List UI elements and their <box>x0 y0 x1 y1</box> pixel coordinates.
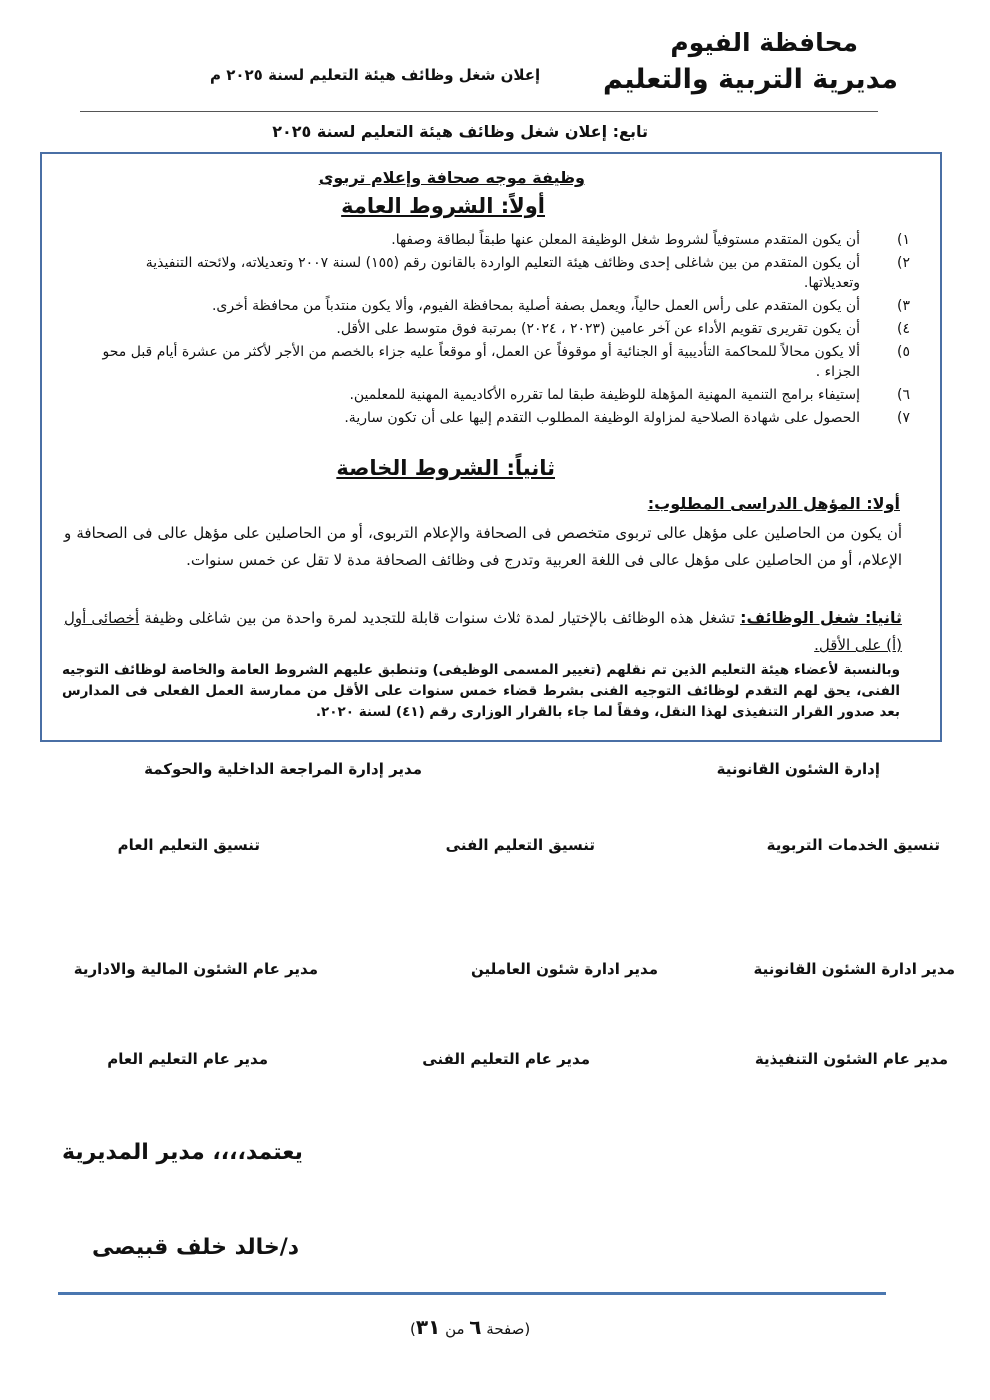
signature-technical-education: تنسيق التعليم الفنى <box>445 836 595 854</box>
qualification-text: أن يكون من الحاصلين على مؤهل عالى تربوى متخصص فى الصحافة والإعلام التربوى، أو من الحاصلين على مؤهل عالى فى الصحافة و الإعلام، أو من الحاصلين على مؤهل عالى فى اللغة العربية وتدرج فى وظائف الصحافة مدة لا تقل عن خمس سنوات. <box>64 524 902 569</box>
signature-internal-audit: مدير إدارة المراجعة الداخلية والحوكمة <box>144 760 422 778</box>
item-number: ٢) <box>897 255 910 271</box>
special-conditions-title: ثانياً: الشروط الخاصة <box>336 456 555 480</box>
item-number: ٧) <box>897 410 910 426</box>
signature-technical-education-director: مدير عام التعليم الفنى <box>422 1050 590 1068</box>
list-item <box>90 408 910 428</box>
list-item <box>90 230 910 250</box>
qualification-title: أولا: المؤهل الدراسى المطلوب: <box>647 494 900 513</box>
continuation-title: تابع: إعلان شغل وظائف هيئة التعليم لسنة ٢٠٢٥ <box>272 122 648 141</box>
general-conditions-list <box>90 230 910 431</box>
page-of: من <box>445 1320 465 1338</box>
item-number: ٤) <box>897 321 910 337</box>
item-text: أن يكون المتقدم على رأس العمل حالياً، ويعمل بصفة أصلية بمحافظة الفيوم، وألا يكون منتدباً من محافظة أخرى. <box>211 298 860 314</box>
signature-educational-services: تنسيق الخدمات التربوية <box>766 836 940 854</box>
governorate-title: محافظة الفيوم <box>670 28 858 57</box>
signature-executive-director: مدير عام الشئون التنفيذية <box>754 1050 948 1068</box>
list-item <box>90 319 910 339</box>
list-item <box>90 253 910 293</box>
signature-general-education-director: مدير عام التعليم العام <box>107 1050 268 1068</box>
item-number: ١) <box>897 232 910 248</box>
list-item <box>90 296 910 316</box>
transfer-note: وبالنسبة لأعضاء هيئة التعليم الذين تم نقلهم (تغيير المسمى الوظيفى) وتنطبق عليهم الشروط العامة والخاصة لوظائف التوجيه الفنى، يحق لهم التقدم لوظائف التوجيه الفنى بشرط قضاء خمس سنوات على الأقل من ممارسة العمل الفعلى فى المدارس بعد صدور القرار التنفيذى لهذا النقل، وفقاً لما جاء بالقرار الوزارى رقم (٤١) لسنة ٢٠٢٠. <box>62 662 900 720</box>
occupancy-paragraph <box>64 604 902 659</box>
page-number: (صفحة ٦ من ٣١) <box>410 1315 531 1339</box>
header-divider <box>80 111 878 112</box>
occupancy-title: ثانيا: شغل الوظائف: <box>740 608 902 627</box>
header-announcement: إعلان شغل وظائف هيئة التعليم لسنة ٢٠٢٥ م <box>210 66 541 84</box>
directorate-title: مديرية التربية والتعليم <box>603 64 898 95</box>
page-current: ٦ <box>469 1315 482 1339</box>
item-text: أن يكون تقريرى تقويم الأداء عن آخر عامين (٢٠٢٣ ، ٢٠٢٤) بمرتبة فوق متوسط على الأقل. <box>336 321 860 337</box>
occupancy-tail: أخصائى أول (أ) على الأقل. <box>64 609 902 654</box>
signature-general-education: تنسيق التعليم العام <box>117 836 260 854</box>
page-label: صفحة <box>486 1320 525 1338</box>
job-title: وظيفة موجه صحافة وإعلام تربوى <box>318 168 585 187</box>
general-conditions-title: أولاً: الشروط العامة <box>341 194 545 218</box>
item-number: ٣) <box>897 298 910 314</box>
item-text: إستيفاء برامج التنمية المهنية المؤهلة للوظيفة طبقا لما تقرره الأكاديمية المهنية للمعلمين. <box>349 387 860 403</box>
item-text: الحصول على شهادة الصلاحية لمزاولة الوظيفة المطلوب التقدم إليها على أن تكون سارية. <box>344 410 860 426</box>
list-item <box>90 385 910 405</box>
signature-finance-director: مدير عام الشئون المالية والادارية <box>73 960 318 978</box>
item-number: ٥) <box>897 344 910 360</box>
approval-line: يعتمد،،،، مدير المديرية <box>62 1140 303 1165</box>
item-text: ألا يكون محالاً للمحاكمة التأديبية أو الجنائية أو موقوفاً عن العمل، أو موقعاً عليه جزاء بالخصم من الأجر لأكثر من عشرة أيام قبل محو الجزاء . <box>102 344 860 380</box>
director-name: د/خالد خلف قبيصى <box>92 1235 300 1260</box>
signature-personnel-director: مدير ادارة شئون العاملين <box>470 960 658 978</box>
occupancy-text: تشغل هذه الوظائف بالإختيار لمدة ثلاث سنوات قابلة للتجديد لمرة واحدة من بين شاغلى وظيفة <box>144 609 735 627</box>
signature-legal-affairs: إدارة الشئون القانونية <box>716 760 880 778</box>
list-item <box>90 342 910 382</box>
signature-legal-affairs-director: مدير ادارة الشئون القانونية <box>753 960 955 978</box>
item-text: أن يكون المتقدم مستوفياً لشروط شغل الوظيفة المعلن عنها طبقاً لبطاقة وصفها. <box>391 232 860 248</box>
page-total: ٣١ <box>415 1315 441 1339</box>
item-text: أن يكون المتقدم من بين شاغلى إحدى وظائف هيئة التعليم الواردة بالقانون رقم (١٥٥) لسنة ٢٠٠٧ وتعديلاته، ولائحته التنفيذية وتعديلاتها. <box>145 255 860 291</box>
item-number: ٦) <box>897 387 910 403</box>
footer-divider <box>58 1292 886 1295</box>
